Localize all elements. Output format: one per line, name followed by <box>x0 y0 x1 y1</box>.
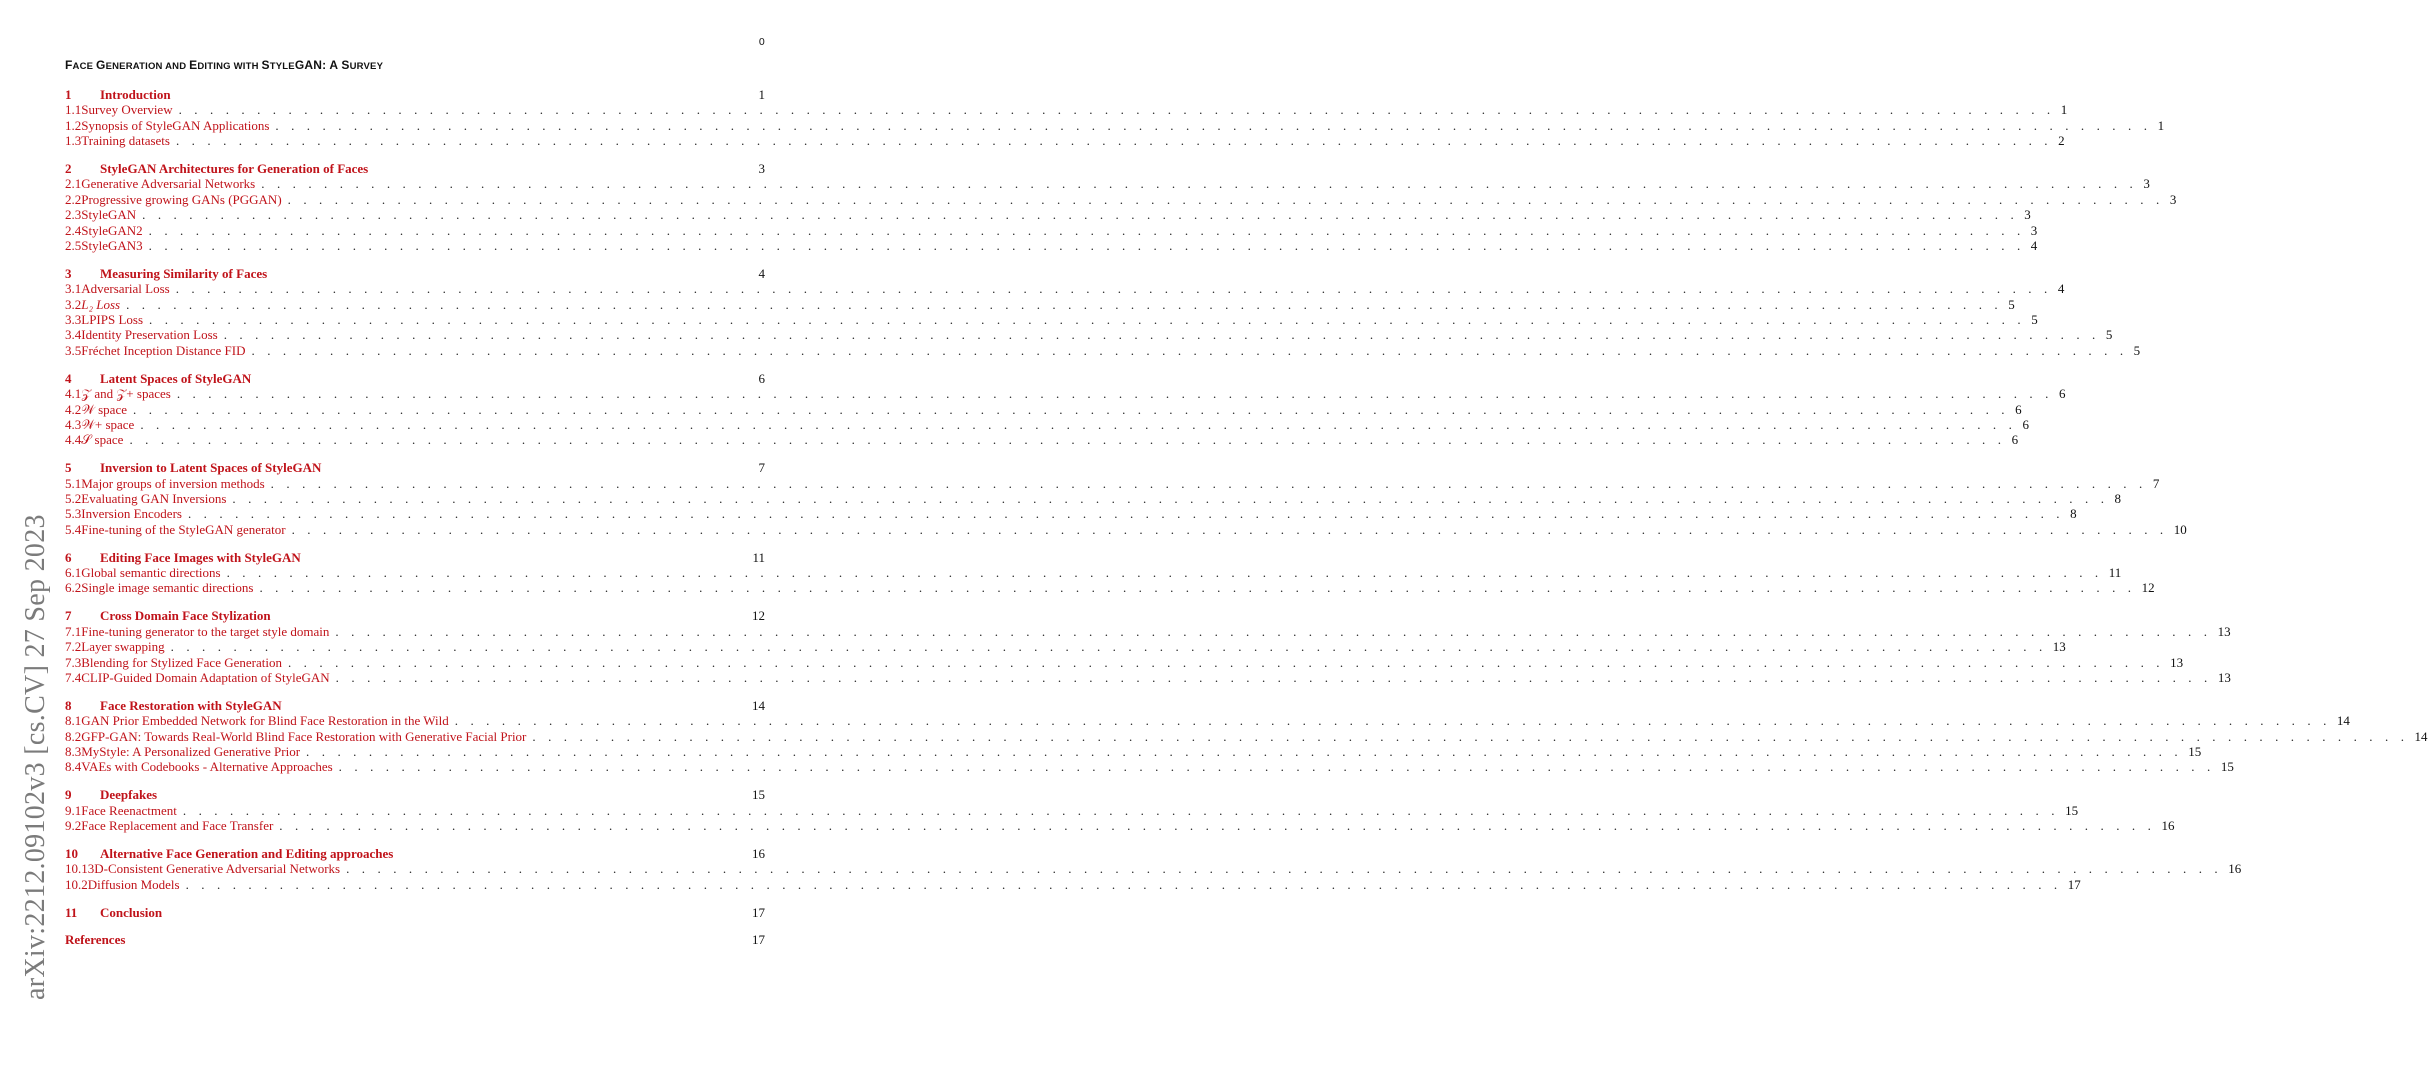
subsection-title-link[interactable]: Diffusion Models <box>87 876 180 892</box>
section-title-link[interactable]: Inversion to Latent Spaces of StyleGAN <box>100 460 322 476</box>
dot-leader: . . . . . . . . . . . . . . . . . . . . . . . . . . . . . . . . . . . . . . . . . . . . . . . . . . . . . . . . . . . . . . . . . . . . . . . . . . . . . . . . . . . . . . . . . . . . . . . . . . . . . . . . . . . . . . . . . . . . . . . . <box>170 639 2047 655</box>
subsection-page-number: 16 <box>2161 818 2175 834</box>
toc-subsection-entry[interactable] <box>65 565 2122 581</box>
toc-subsection-entry[interactable] <box>65 342 2141 358</box>
dot-leader: . . . . . . . . . . . . . . . . . . . . . . . . . . . . . . . . . . . . . . . . . . . . . . . . . . . . . . . . . . . . . . . . . . . . . . . . . . . . . . . . . . . . . . . . . . . . . . . . . . . . . . . . . . . . . . . . . . . . . . . . <box>251 342 2128 358</box>
section-title-link[interactable]: Measuring Similarity of Faces <box>100 265 268 281</box>
subsection-title-link[interactable]: MyStyle: A Personalized Generative Prior <box>81 743 301 759</box>
subsection-page-number: 15 <box>2188 743 2202 759</box>
subsection-title-link[interactable]: 𝒲+ space <box>81 416 135 432</box>
subsection-page-number: 17 <box>2067 876 2081 892</box>
subsection-title-link[interactable]: Survey Overview <box>81 102 173 118</box>
subsection-title-link[interactable]: Adversarial Loss <box>81 281 170 297</box>
subsection-page-number: 10 <box>2173 521 2187 537</box>
toc-subsection-entry[interactable] <box>65 728 2428 744</box>
toc-section <box>65 905 765 920</box>
dot-leader: . . . . . . . . . . . . . . . . . . . . . . . . . . . . . . . . . . . . . . . . . . . . . . . . . . . . . . . . . . . . . . . . . . . . . . . . . . . . . . . . . . . . . . . . . . . . . . . . . . . . . . . . . . . . . . . . . . . . . . . . <box>176 386 2053 402</box>
subsection-page-number: 14 <box>2336 713 2350 729</box>
toc-section-entry[interactable] <box>65 460 765 475</box>
title-segment: TYLE <box>269 61 295 72</box>
dot-leader: . . . . . . . . . . . . . . . . . . . . . . . . . . . . . . . . . . . . . . . . . . . . . . . . . . . . . . . . . . . . . . . . . . . . . . . . . . . . . . . . . . . . . . . . . . . . . . . . . . . . . . . . . . . . . . . . . . . . . . . . <box>279 818 2156 834</box>
subsection-page-number: 12 <box>2141 580 2155 596</box>
section-number: 3 <box>65 265 72 281</box>
toc-subsection-entry[interactable] <box>65 207 2031 223</box>
section-page-number: 16 <box>752 845 765 861</box>
title-segment: E <box>189 58 198 72</box>
page-number: 0 <box>758 37 765 48</box>
subsection-title-link[interactable]: Fine-tuning of the StyleGAN generator <box>81 521 286 537</box>
section-number: 6 <box>65 549 72 565</box>
dot-leader: . . . . . . . . . . . . . . . . . . . . . . . . . . . . . . . . . . . . . . . . . . . . . . . . . . . . . . . . . . . . . . . . . . . . . . . . . . . . . . . . . . . . . . . . . . . . . . . . . . . . . . . . . . . . . . . . . . . . . . . . <box>275 117 2152 133</box>
dot-leader: . . . . . . . . . . . . . . . . . . . . . . . . . . . . . . . . . . . . . . . . . . . . . . . . . . . . . . . . . . . . . . . . . . . . . . . . . . . . . . . . . . . . . . . . . . . . . . . . . . . . . . . . . . . . . . . . . . . . . . . . <box>232 490 2109 506</box>
toc-section <box>65 932 765 947</box>
dot-leader: . . . . . . . . . . . . . . . . . . . . . . . . . . . . . . . . . . . . . . . . . . . . . . . . . . . . . . . . . . . . . . . . . . . . . . . . . . . . . . . . . . . . . . . . . . . . . . . . . . . . . . . . . . . . . . . . . . . . . . . . <box>532 728 2409 744</box>
subsection-number: 8.3 <box>65 743 82 759</box>
subsection-page-number: 11 <box>2108 565 2122 581</box>
section-number: 1 <box>65 87 72 102</box>
subsection-title-link[interactable]: StyleGAN3 <box>81 238 143 254</box>
subsection-number: 10.1 <box>65 861 88 877</box>
toc-section-entry[interactable] <box>65 87 765 102</box>
section-title-link[interactable]: References <box>65 932 126 948</box>
title-segment: URVEY <box>349 61 384 72</box>
subsection-page-number: 5 <box>2031 312 2038 328</box>
subsection-number: 7.2 <box>65 639 82 655</box>
subsection-number: 4.2 <box>65 401 82 417</box>
subsection-number: 7.3 <box>65 654 82 670</box>
toc-subsection-entry[interactable] <box>65 281 2065 297</box>
toc-section-entry[interactable] <box>65 932 765 947</box>
section-title-link[interactable]: Cross Domain Face Stylization <box>100 608 271 624</box>
subsection-title-link[interactable]: L₂ Loss <box>81 296 121 312</box>
subsection-title-link[interactable]: LPIPS Loss <box>81 312 144 328</box>
subsection-page-number: 15 <box>2065 802 2079 818</box>
subsection-page-number: 8 <box>2114 490 2122 506</box>
subsection-page-number: 6 <box>2058 386 2066 402</box>
toc-subsection-entry[interactable] <box>65 759 2234 775</box>
subsection-title-link[interactable]: Major groups of inversion methods <box>81 475 265 491</box>
subsection-title-link[interactable]: GAN Prior Embedded Network for Blind Face Restoration in the Wild <box>81 713 449 729</box>
subsection-number: 1.2 <box>65 117 82 133</box>
toc-subsection-entry[interactable] <box>65 222 2038 238</box>
toc-subsection-entry[interactable] <box>65 312 2038 328</box>
subsection-title-link[interactable]: Face Reenactment <box>81 802 177 818</box>
section-page-number: 15 <box>752 787 765 803</box>
subsection-number: 2.2 <box>65 191 82 207</box>
subsection-page-number: 3 <box>2024 207 2031 223</box>
toc-section-entry[interactable] <box>65 787 765 802</box>
subsection-title-link[interactable]: Synopsis of StyleGAN Applications <box>81 117 270 133</box>
toc-section <box>65 460 2187 537</box>
title-segment: ACE <box>72 61 97 72</box>
toc-subsection-entry[interactable] <box>65 432 2019 448</box>
arxiv-identifier-stamp: arXiv:2212.09102v3 [cs.CV] 27 Sep 2023 <box>20 514 51 1000</box>
dot-leader: . . . . . . . . . . . . . . . . . . . . . . . . . . . . . . . . . . . . . . . . . . . . . . . . . . . . . . . . . . . . . . . . . . . . . . . . . . . . . . . . . . . . . . . . . . . . . . . . . . . . . . . . . . . . . . . . . . . . . . . . <box>148 238 2025 254</box>
dot-leader: . . . . . . . . . . . . . . . . . . . . . . . . . . . . . . . . . . . . . . . . . . . . . . . . . . . . . . . . . . . . . . . . . . . . . . . . . . . . . . . . . . . . . . . . . . . . . . . . . . . . . . . . . . . . . . . . . . . . . . . . <box>140 416 2017 432</box>
subsection-number: 8.1 <box>65 713 82 729</box>
dot-leader: . . . . . . . . . . . . . . . . . . . . . . . . . . . . . . . . . . . . . . . . . . . . . . . . . . . . . . . . . . . . . . . . . . . . . . . . . . . . . . . . . . . . . . . . . . . . . . . . . . . . . . . . . . . . . . . . . . . . . . . . <box>259 580 2136 596</box>
subsection-page-number: 5 <box>2133 342 2141 358</box>
dot-leader: . . . . . . . . . . . . . . . . . . . . . . . . . . . . . . . . . . . . . . . . . . . . . . . . . . . . . . . . . . . . . . . . . . . . . . . . . . . . . . . . . . . . . . . . . . . . . . . . . . . . . . . . . . . . . . . . . . . . . . . . <box>346 861 2223 877</box>
dot-leader: . . . . . . . . . . . . . . . . . . . . . . . . . . . . . . . . . . . . . . . . . . . . . . . . . . . . . . . . . . . . . . . . . . . . . . . . . . . . . . . . . . . . . . . . . . . . . . . . . . . . . . . . . . . . . . . . . . . . . . . . <box>126 296 2003 312</box>
dot-leader: . . . . . . . . . . . . . . . . . . . . . . . . . . . . . . . . . . . . . . . . . . . . . . . . . . . . . . . . . . . . . . . . . . . . . . . . . . . . . . . . . . . . . . . . . . . . . . . . . . . . . . . . . . . . . . . . . . . . . . . . <box>270 475 2147 491</box>
toc-subsection-entry[interactable] <box>65 580 2155 596</box>
subsection-number: 7.1 <box>65 623 82 639</box>
subsection-number: 1.1 <box>65 102 82 118</box>
subsection-page-number: 4 <box>2030 238 2038 254</box>
dot-leader: . . . . . . . . . . . . . . . . . . . . . . . . . . . . . . . . . . . . . . . . . . . . . . . . . . . . . . . . . . . . . . . . . . . . . . . . . . . . . . . . . . . . . . . . . . . . . . . . . . . . . . . . . . . . . . . . . . . . . . . . <box>149 312 2026 328</box>
toc-subsection-entry[interactable] <box>65 475 2160 491</box>
subsection-page-number: 6 <box>2011 432 2019 448</box>
section-page-number: 14 <box>752 697 765 713</box>
subsection-number: 1.3 <box>65 133 82 149</box>
subsection-title-link[interactable]: VAEs with Codebooks - Alternative Approaches <box>81 759 333 775</box>
section-page-number: 1 <box>758 87 765 102</box>
subsection-page-number: 16 <box>2228 861 2242 877</box>
toc-subsection-entry[interactable] <box>65 401 2022 417</box>
document-title <box>65 58 383 72</box>
dot-leader: . . . . . . . . . . . . . . . . . . . . . . . . . . . . . . . . . . . . . . . . . . . . . . . . . . . . . . . . . . . . . . . . . . . . . . . . . . . . . . . . . . . . . . . . . . . . . . . . . . . . . . . . . . . . . . . . . . . . . . . . <box>129 432 2006 448</box>
subsection-page-number: 8 <box>2070 506 2077 522</box>
subsection-title-link[interactable]: StyleGAN <box>81 207 137 223</box>
section-title-link[interactable]: Deepfakes <box>100 787 158 803</box>
subsection-title-link[interactable]: Training datasets <box>81 133 170 149</box>
section-page-number: 3 <box>758 161 765 177</box>
subsection-page-number: 5 <box>2008 296 2015 312</box>
subsection-number: 4.3 <box>65 416 82 432</box>
subsection-number: 4.4 <box>65 432 82 448</box>
section-page-number: 17 <box>752 904 765 920</box>
subsection-title-link[interactable]: StyleGAN2 <box>81 222 143 238</box>
subsection-title-link[interactable]: 𝒮 space <box>81 432 124 448</box>
subsection-number: 5.2 <box>65 490 82 506</box>
toc-subsection-entry[interactable] <box>65 327 2113 343</box>
section-page-number: 6 <box>758 370 765 386</box>
section-page-number: 4 <box>758 265 765 281</box>
dot-leader: . . . . . . . . . . . . . . . . . . . . . . . . . . . . . . . . . . . . . . . . . . . . . . . . . . . . . . . . . . . . . . . . . . . . . . . . . . . . . . . . . . . . . . . . . . . . . . . . . . . . . . . . . . . . . . . . . . . . . . . . <box>287 654 2165 670</box>
dot-leader: . . . . . . . . . . . . . . . . . . . . . . . . . . . . . . . . . . . . . . . . . . . . . . . . . . . . . . . . . . . . . . . . . . . . . . . . . . . . . . . . . . . . . . . . . . . . . . . . . . . . . . . . . . . . . . . . . . . . . . . . <box>306 743 2183 759</box>
subsection-page-number: 5 <box>2105 327 2113 343</box>
toc-subsection-entry[interactable] <box>65 802 2079 818</box>
toc-section <box>65 87 2165 149</box>
toc-subsection-entry[interactable] <box>65 416 2029 432</box>
dot-leader: . . . . . . . . . . . . . . . . . . . . . . . . . . . . . . . . . . . . . . . . . . . . . . . . . . . . . . . . . . . . . . . . . . . . . . . . . . . . . . . . . . . . . . . . . . . . . . . . . . . . . . . . . . . . . . . . . . . . . . . . <box>291 521 2168 537</box>
subsection-page-number: 13 <box>2217 623 2231 639</box>
subsection-page-number: 14 <box>2414 728 2428 744</box>
toc-subsection-entry[interactable] <box>65 743 2202 759</box>
toc-subsection-entry[interactable] <box>65 102 2068 118</box>
subsection-title-link[interactable]: Single image semantic directions <box>81 580 254 596</box>
toc-section <box>65 697 2428 775</box>
subsection-page-number: 6 <box>2022 416 2029 432</box>
toc-subsection-entry[interactable] <box>65 176 2150 192</box>
section-number: 8 <box>65 697 72 713</box>
subsection-number: 6.2 <box>65 580 82 596</box>
dot-leader: . . . . . . . . . . . . . . . . . . . . . . . . . . . . . . . . . . . . . . . . . . . . . . . . . . . . . . . . . . . . . . . . . . . . . . . . . . . . . . . . . . . . . . . . . . . . . . . . . . . . . . . . . . . . . . . . . . . . . . . . <box>182 802 2060 818</box>
subsection-title-link[interactable]: CLIP-Guided Domain Adaptation of StyleGAN <box>81 669 330 685</box>
subsection-title-link[interactable]: Global semantic directions <box>81 565 221 581</box>
toc-subsection-entry[interactable] <box>65 133 2065 149</box>
toc-section <box>65 608 2231 685</box>
toc-subsection-entry[interactable] <box>65 296 2015 312</box>
toc-section <box>65 549 2155 596</box>
toc-subsection-entry[interactable] <box>65 861 2242 877</box>
subsection-page-number: 13 <box>2170 654 2184 670</box>
toc-subsection-entry[interactable] <box>65 238 2038 254</box>
title-segment: S <box>261 58 270 72</box>
toc-subsection-entry[interactable] <box>65 639 2066 655</box>
toc-section-entry[interactable] <box>65 550 765 565</box>
subsection-number: 2.1 <box>65 176 82 192</box>
section-page-number: 12 <box>752 608 765 624</box>
subsection-title-link[interactable]: 3D-Consistent Generative Adversarial Networks <box>87 861 341 877</box>
dot-leader: . . . . . . . . . . . . . . . . . . . . . . . . . . . . . . . . . . . . . . . . . . . . . . . . . . . . . . . . . . . . . . . . . . . . . . . . . . . . . . . . . . . . . . . . . . . . . . . . . . . . . . . . . . . . . . . . . . . . . . . . <box>335 623 2212 639</box>
section-title-link[interactable]: Conclusion <box>100 904 163 920</box>
table-of-contents <box>65 87 2428 960</box>
toc-subsection-entry[interactable] <box>65 669 2231 685</box>
title-segment: ENERATION AND <box>105 61 190 72</box>
subsection-number: 3.1 <box>65 281 82 297</box>
toc-section <box>65 265 2141 358</box>
dot-leader: . . . . . . . . . . . . . . . . . . . . . . . . . . . . . . . . . . . . . . . . . . . . . . . . . . . . . . . . . . . . . . . . . . . . . . . . . . . . . . . . . . . . . . . . . . . . . . . . . . . . . . . . . . . . . . . . . . . . . . . . <box>338 759 2215 775</box>
section-number: 2 <box>65 161 72 177</box>
toc-section <box>65 161 2177 254</box>
subsection-title-link[interactable]: Fine-tuning generator to the target style domain <box>81 623 330 639</box>
toc-section <box>65 845 2242 892</box>
toc-section <box>65 787 2175 834</box>
section-title-link[interactable]: Face Restoration with StyleGAN <box>100 697 282 713</box>
subsection-number: 3.5 <box>65 342 82 358</box>
dot-leader: . . . . . . . . . . . . . . . . . . . . . . . . . . . . . . . . . . . . . . . . . . . . . . . . . . . . . . . . . . . . . . . . . . . . . . . . . . . . . . . . . . . . . . . . . . . . . . . . . . . . . . . . . . . . . . . . . . . . . . . . <box>335 669 2212 685</box>
dot-leader: . . . . . . . . . . . . . . . . . . . . . . . . . . . . . . . . . . . . . . . . . . . . . . . . . . . . . . . . . . . . . . . . . . . . . . . . . . . . . . . . . . . . . . . . . . . . . . . . . . . . . . . . . . . . . . . . . . . . . . . . <box>454 713 2331 729</box>
section-number: 7 <box>65 608 72 624</box>
subsection-number: 9.1 <box>65 802 82 818</box>
subsection-number: 3.4 <box>65 327 82 343</box>
subsection-number: 2.4 <box>65 222 82 238</box>
subsection-page-number: 3 <box>2169 191 2177 207</box>
subsection-page-number: 2 <box>2058 133 2065 149</box>
title-segment: S <box>341 58 350 72</box>
section-page-number: 17 <box>752 932 765 948</box>
section-title-link[interactable]: StyleGAN Architectures for Generation of Faces <box>100 161 369 177</box>
section-page-number: 11 <box>752 549 765 565</box>
subsection-number: 4.1 <box>65 386 82 402</box>
subsection-page-number: 6 <box>2015 401 2022 417</box>
subsection-page-number: 1 <box>2060 102 2068 118</box>
dot-leader: . . . . . . . . . . . . . . . . . . . . . . . . . . . . . . . . . . . . . . . . . . . . . . . . . . . . . . . . . . . . . . . . . . . . . . . . . . . . . . . . . . . . . . . . . . . . . . . . . . . . . . . . . . . . . . . . . . . . . . . . <box>287 191 2164 207</box>
subsection-title-link[interactable]: Evaluating GAN Inversions <box>81 490 227 506</box>
toc-subsection-entry[interactable] <box>65 654 2184 670</box>
toc-section-entry[interactable] <box>65 846 765 861</box>
section-title-link[interactable]: Editing Face Images with StyleGAN <box>100 549 301 565</box>
subsection-page-number: 3 <box>2143 176 2150 192</box>
subsection-title-link[interactable]: Identity Preservation Loss <box>81 327 218 343</box>
subsection-title-link[interactable]: Fréchet Inception Distance FID <box>81 342 246 358</box>
dot-leader: . . . . . . . . . . . . . . . . . . . . . . . . . . . . . . . . . . . . . . . . . . . . . . . . . . . . . . . . . . . . . . . . . . . . . . . . . . . . . . . . . . . . . . . . . . . . . . . . . . . . . . . . . . . . . . . . . . . . . . . . <box>187 506 2065 522</box>
dot-leader: . . . . . . . . . . . . . . . . . . . . . . . . . . . . . . . . . . . . . . . . . . . . . . . . . . . . . . . . . . . . . . . . . . . . . . . . . . . . . . . . . . . . . . . . . . . . . . . . . . . . . . . . . . . . . . . . . . . . . . . . <box>133 401 2010 417</box>
subsection-number: 3.2 <box>65 296 82 312</box>
section-title-link[interactable]: Introduction <box>100 87 171 102</box>
dot-leader: . . . . . . . . . . . . . . . . . . . . . . . . . . . . . . . . . . . . . . . . . . . . . . . . . . . . . . . . . . . . . . . . . . . . . . . . . . . . . . . . . . . . . . . . . . . . . . . . . . . . . . . . . . . . . . . . . . . . . . . . <box>175 133 2053 149</box>
subsection-title-link[interactable]: Generative Adversarial Networks <box>81 176 256 192</box>
subsection-title-link[interactable]: Inversion Encoders <box>81 506 182 522</box>
subsection-number: 2.3 <box>65 207 82 223</box>
subsection-title-link[interactable]: GFP-GAN: Towards Real-World Blind Face Restoration with Generative Facial Prior <box>81 728 527 744</box>
subsection-page-number: 15 <box>2220 759 2234 775</box>
subsection-title-link[interactable]: 𝒵 and 𝒵+ spaces <box>81 386 171 402</box>
subsection-number: 6.1 <box>65 565 82 581</box>
toc-subsection-entry[interactable] <box>65 623 2231 639</box>
subsection-page-number: 13 <box>2052 639 2066 655</box>
toc-subsection-entry[interactable] <box>65 521 2187 537</box>
dot-leader: . . . . . . . . . . . . . . . . . . . . . . . . . . . . . . . . . . . . . . . . . . . . . . . . . . . . . . . . . . . . . . . . . . . . . . . . . . . . . . . . . . . . . . . . . . . . . . . . . . . . . . . . . . . . . . . . . . . . . . . . <box>148 222 2025 238</box>
toc-subsection-entry[interactable] <box>65 876 2081 892</box>
subsection-number: 10.2 <box>65 876 88 892</box>
subsection-number: 8.2 <box>65 728 82 744</box>
subsection-title-link[interactable]: Blending for Stylized Face Generation <box>81 654 282 670</box>
dot-leader: . . . . . . . . . . . . . . . . . . . . . . . . . . . . . . . . . . . . . . . . . . . . . . . . . . . . . . . . . . . . . . . . . . . . . . . . . . . . . . . . . . . . . . . . . . . . . . . . . . . . . . . . . . . . . . . . . . . . . . . . <box>185 876 2062 892</box>
subsection-title-link[interactable]: Layer swapping <box>81 639 165 655</box>
subsection-number: 8.4 <box>65 759 82 775</box>
section-number: 11 <box>65 904 78 920</box>
toc-section-entry[interactable] <box>65 371 765 386</box>
toc-subsection-entry[interactable] <box>65 191 2177 207</box>
subsection-title-link[interactable]: 𝒲 space <box>81 401 127 417</box>
subsection-number: 9.2 <box>65 818 82 834</box>
section-title-link[interactable]: Latent Spaces of StyleGAN <box>100 370 252 386</box>
subsection-page-number: 4 <box>2057 281 2065 297</box>
section-number: 4 <box>65 370 72 386</box>
title-segment: F <box>65 58 73 72</box>
toc-section-entry[interactable] <box>65 698 765 713</box>
dot-leader: . . . . . . . . . . . . . . . . . . . . . . . . . . . . . . . . . . . . . . . . . . . . . . . . . . . . . . . . . . . . . . . . . . . . . . . . . . . . . . . . . . . . . . . . . . . . . . . . . . . . . . . . . . . . . . . . . . . . . . . . <box>261 176 2138 192</box>
toc-subsection-entry[interactable] <box>65 490 2122 506</box>
title-segment: DITING WITH <box>197 61 262 72</box>
subsection-number: 3.3 <box>65 312 82 328</box>
subsection-number: 7.4 <box>65 669 82 685</box>
dot-leader: . . . . . . . . . . . . . . . . . . . . . . . . . . . . . . . . . . . . . . . . . . . . . . . . . . . . . . . . . . . . . . . . . . . . . . . . . . . . . . . . . . . . . . . . . . . . . . . . . . . . . . . . . . . . . . . . . . . . . . . . <box>178 102 2055 118</box>
subsection-page-number: 1 <box>2157 117 2165 133</box>
toc-subsection-entry[interactable] <box>65 117 2165 133</box>
toc-subsection-entry[interactable] <box>65 386 2066 402</box>
section-number: 10 <box>65 845 78 861</box>
toc-section-entry[interactable] <box>65 161 765 176</box>
subsection-number: 5.4 <box>65 521 82 537</box>
toc-section-entry[interactable] <box>65 608 765 623</box>
toc-subsection-entry[interactable] <box>65 506 2077 522</box>
section-page-number: 7 <box>758 460 765 476</box>
subsection-number: 5.3 <box>65 506 82 522</box>
subsection-title-link[interactable]: Face Replacement and Face Transfer <box>81 818 274 834</box>
subsection-page-number: 3 <box>2030 222 2038 238</box>
subsection-page-number: 7 <box>2152 475 2160 491</box>
toc-section-entry[interactable] <box>65 905 765 920</box>
subsection-number: 5.1 <box>65 475 82 491</box>
subsection-title-link[interactable]: Progressive growing GANs (PGGAN) <box>81 191 282 207</box>
toc-subsection-entry[interactable] <box>65 713 2350 729</box>
toc-subsection-entry[interactable] <box>65 818 2175 834</box>
subsection-number: 2.5 <box>65 238 82 254</box>
dot-leader: . . . . . . . . . . . . . . . . . . . . . . . . . . . . . . . . . . . . . . . . . . . . . . . . . . . . . . . . . . . . . . . . . . . . . . . . . . . . . . . . . . . . . . . . . . . . . . . . . . . . . . . . . . . . . . . . . . . . . . . . <box>175 281 2052 297</box>
section-number: 5 <box>65 460 72 476</box>
toc-section <box>65 370 2066 448</box>
section-number: 9 <box>65 787 72 803</box>
toc-section-entry[interactable] <box>65 266 765 281</box>
section-title-link[interactable]: Alternative Face Generation and Editing approaches <box>100 845 394 861</box>
dot-leader: . . . . . . . . . . . . . . . . . . . . . . . . . . . . . . . . . . . . . . . . . . . . . . . . . . . . . . . . . . . . . . . . . . . . . . . . . . . . . . . . . . . . . . . . . . . . . . . . . . . . . . . . . . . . . . . . . . . . . . . . <box>142 207 2019 223</box>
title-segment: GAN: A <box>294 58 342 72</box>
subsection-page-number: 13 <box>2217 669 2231 685</box>
title-segment: G <box>96 58 106 72</box>
dot-leader: . . . . . . . . . . . . . . . . . . . . . . . . . . . . . . . . . . . . . . . . . . . . . . . . . . . . . . . . . . . . . . . . . . . . . . . . . . . . . . . . . . . . . . . . . . . . . . . . . . . . . . . . . . . . . . . . . . . . . . . . <box>226 565 2103 581</box>
dot-leader: . . . . . . . . . . . . . . . . . . . . . . . . . . . . . . . . . . . . . . . . . . . . . . . . . . . . . . . . . . . . . . . . . . . . . . . . . . . . . . . . . . . . . . . . . . . . . . . . . . . . . . . . . . . . . . . . . . . . . . . . <box>223 327 2100 343</box>
